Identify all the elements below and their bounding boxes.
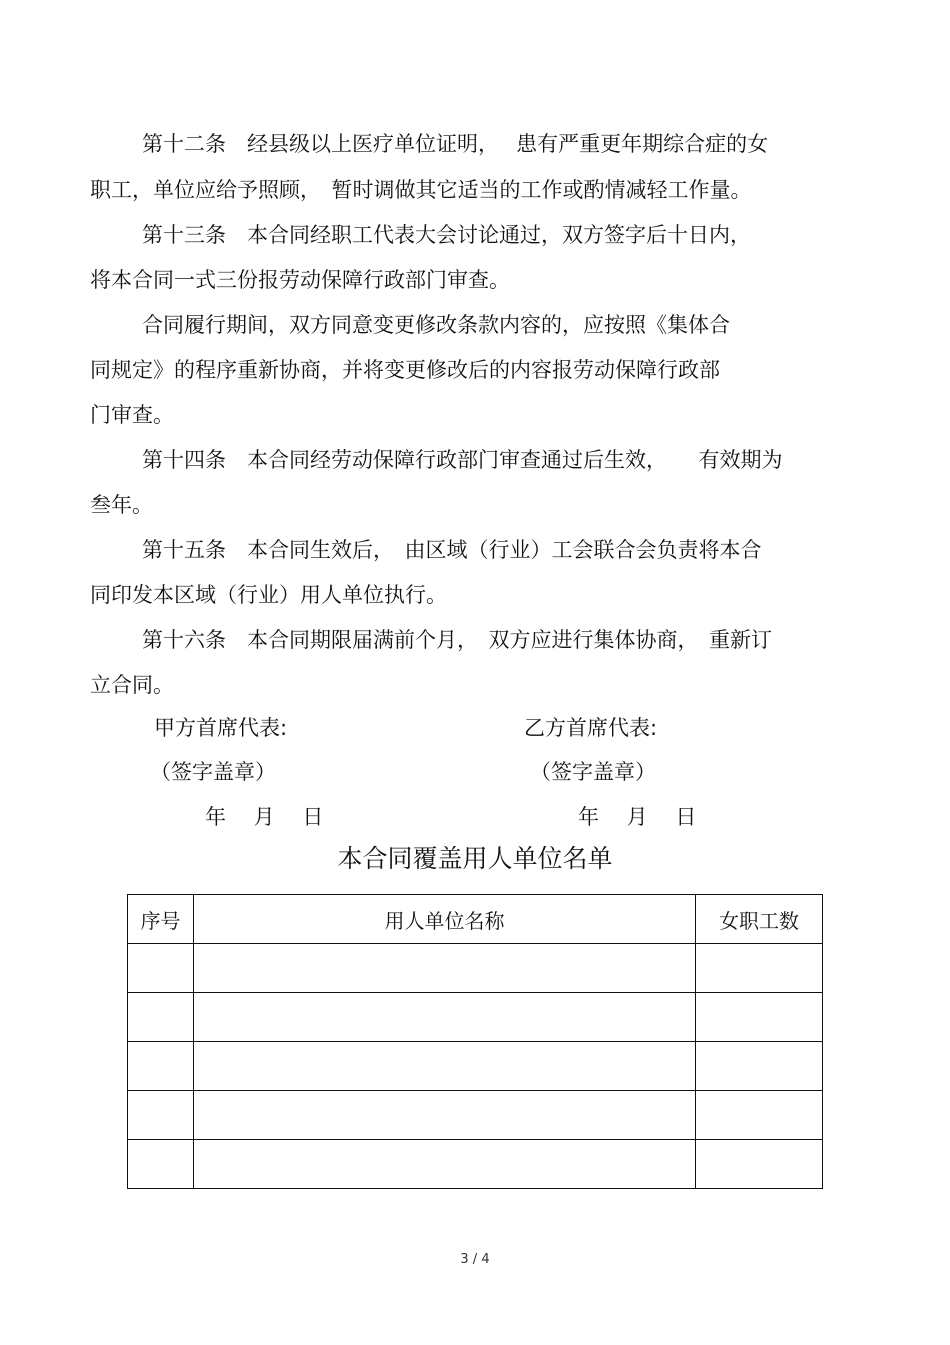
party-a-seal-note: （签字盖章） xyxy=(150,760,276,784)
cell-employer-name xyxy=(194,1042,696,1091)
article-15-line-1: 第十五条 本合同生效后， 由区域（行业）工会联合会负责将本合 xyxy=(142,538,762,562)
article-16-line-2: 立合同。 xyxy=(90,673,174,697)
article-15-line-2: 同印发本区域（行业）用人单位执行。 xyxy=(90,583,447,607)
cell-female-staff-count xyxy=(696,944,823,993)
table-header-row xyxy=(128,895,823,944)
cell-employer-name xyxy=(194,1140,696,1189)
cell-index xyxy=(128,993,194,1042)
cell-female-staff-count xyxy=(696,1140,823,1189)
table-row xyxy=(128,1091,823,1140)
cell-employer-name xyxy=(194,1091,696,1140)
header-index: 序号 xyxy=(128,895,194,944)
article-13-line-1: 第十三条 本合同经职工代表大会讨论通过，双方签字后十日内， xyxy=(142,223,751,247)
header-employer-name: 用人单位名称 xyxy=(194,895,696,944)
cell-index xyxy=(128,944,194,993)
cell-index xyxy=(128,1140,194,1189)
modification-line-1: 合同履行期间，双方同意变更修改条款内容的，应按照《集体合 xyxy=(142,313,730,337)
party-b-date: 年 月 日 xyxy=(578,805,697,829)
article-12-line-2: 职工，单位应给予照顾， 暂时调做其它适当的工作或酌情减轻工作量。 xyxy=(90,178,752,202)
party-a-date: 年 月 日 xyxy=(205,805,324,829)
cell-employer-name xyxy=(194,944,696,993)
cell-index xyxy=(128,1091,194,1140)
header-female-staff-count: 女职工数 xyxy=(696,895,823,944)
article-13-line-2: 将本合同一式三份报劳动保障行政部门审查。 xyxy=(90,268,510,292)
table-row xyxy=(128,1140,823,1189)
cell-female-staff-count xyxy=(696,1042,823,1091)
party-b-representative-label: 乙方首席代表: xyxy=(524,716,658,740)
table-row xyxy=(128,1042,823,1091)
page-number: 3 / 4 xyxy=(460,1252,490,1267)
article-14-line-2: 叁年。 xyxy=(90,493,153,517)
article-14-line-1: 第十四条 本合同经劳动保障行政部门审查通过后生效， 有效期为 xyxy=(142,448,783,472)
article-16-line-1: 第十六条 本合同期限届满前个月， 双方应进行集体协商， 重新订 xyxy=(142,628,772,652)
cell-female-staff-count xyxy=(696,1091,823,1140)
cell-index xyxy=(128,1042,194,1091)
employer-list-title: 本合同覆盖用人单位名单 xyxy=(337,844,613,873)
article-12-line-1: 第十二条 经县级以上医疗单位证明， 患有严重更年期综合症的女 xyxy=(142,132,769,156)
party-b-seal-note: （签字盖章） xyxy=(530,760,656,784)
modification-line-2: 同规定》的程序重新协商，并将变更修改后的内容报劳动保障行政部 xyxy=(90,358,720,382)
cell-employer-name xyxy=(194,993,696,1042)
party-a-representative-label: 甲方首席代表: xyxy=(154,716,288,740)
modification-line-3: 门审查。 xyxy=(90,403,174,427)
cell-female-staff-count xyxy=(696,993,823,1042)
table-row xyxy=(128,944,823,993)
table-row xyxy=(128,993,823,1042)
employer-list-table xyxy=(127,894,823,1189)
